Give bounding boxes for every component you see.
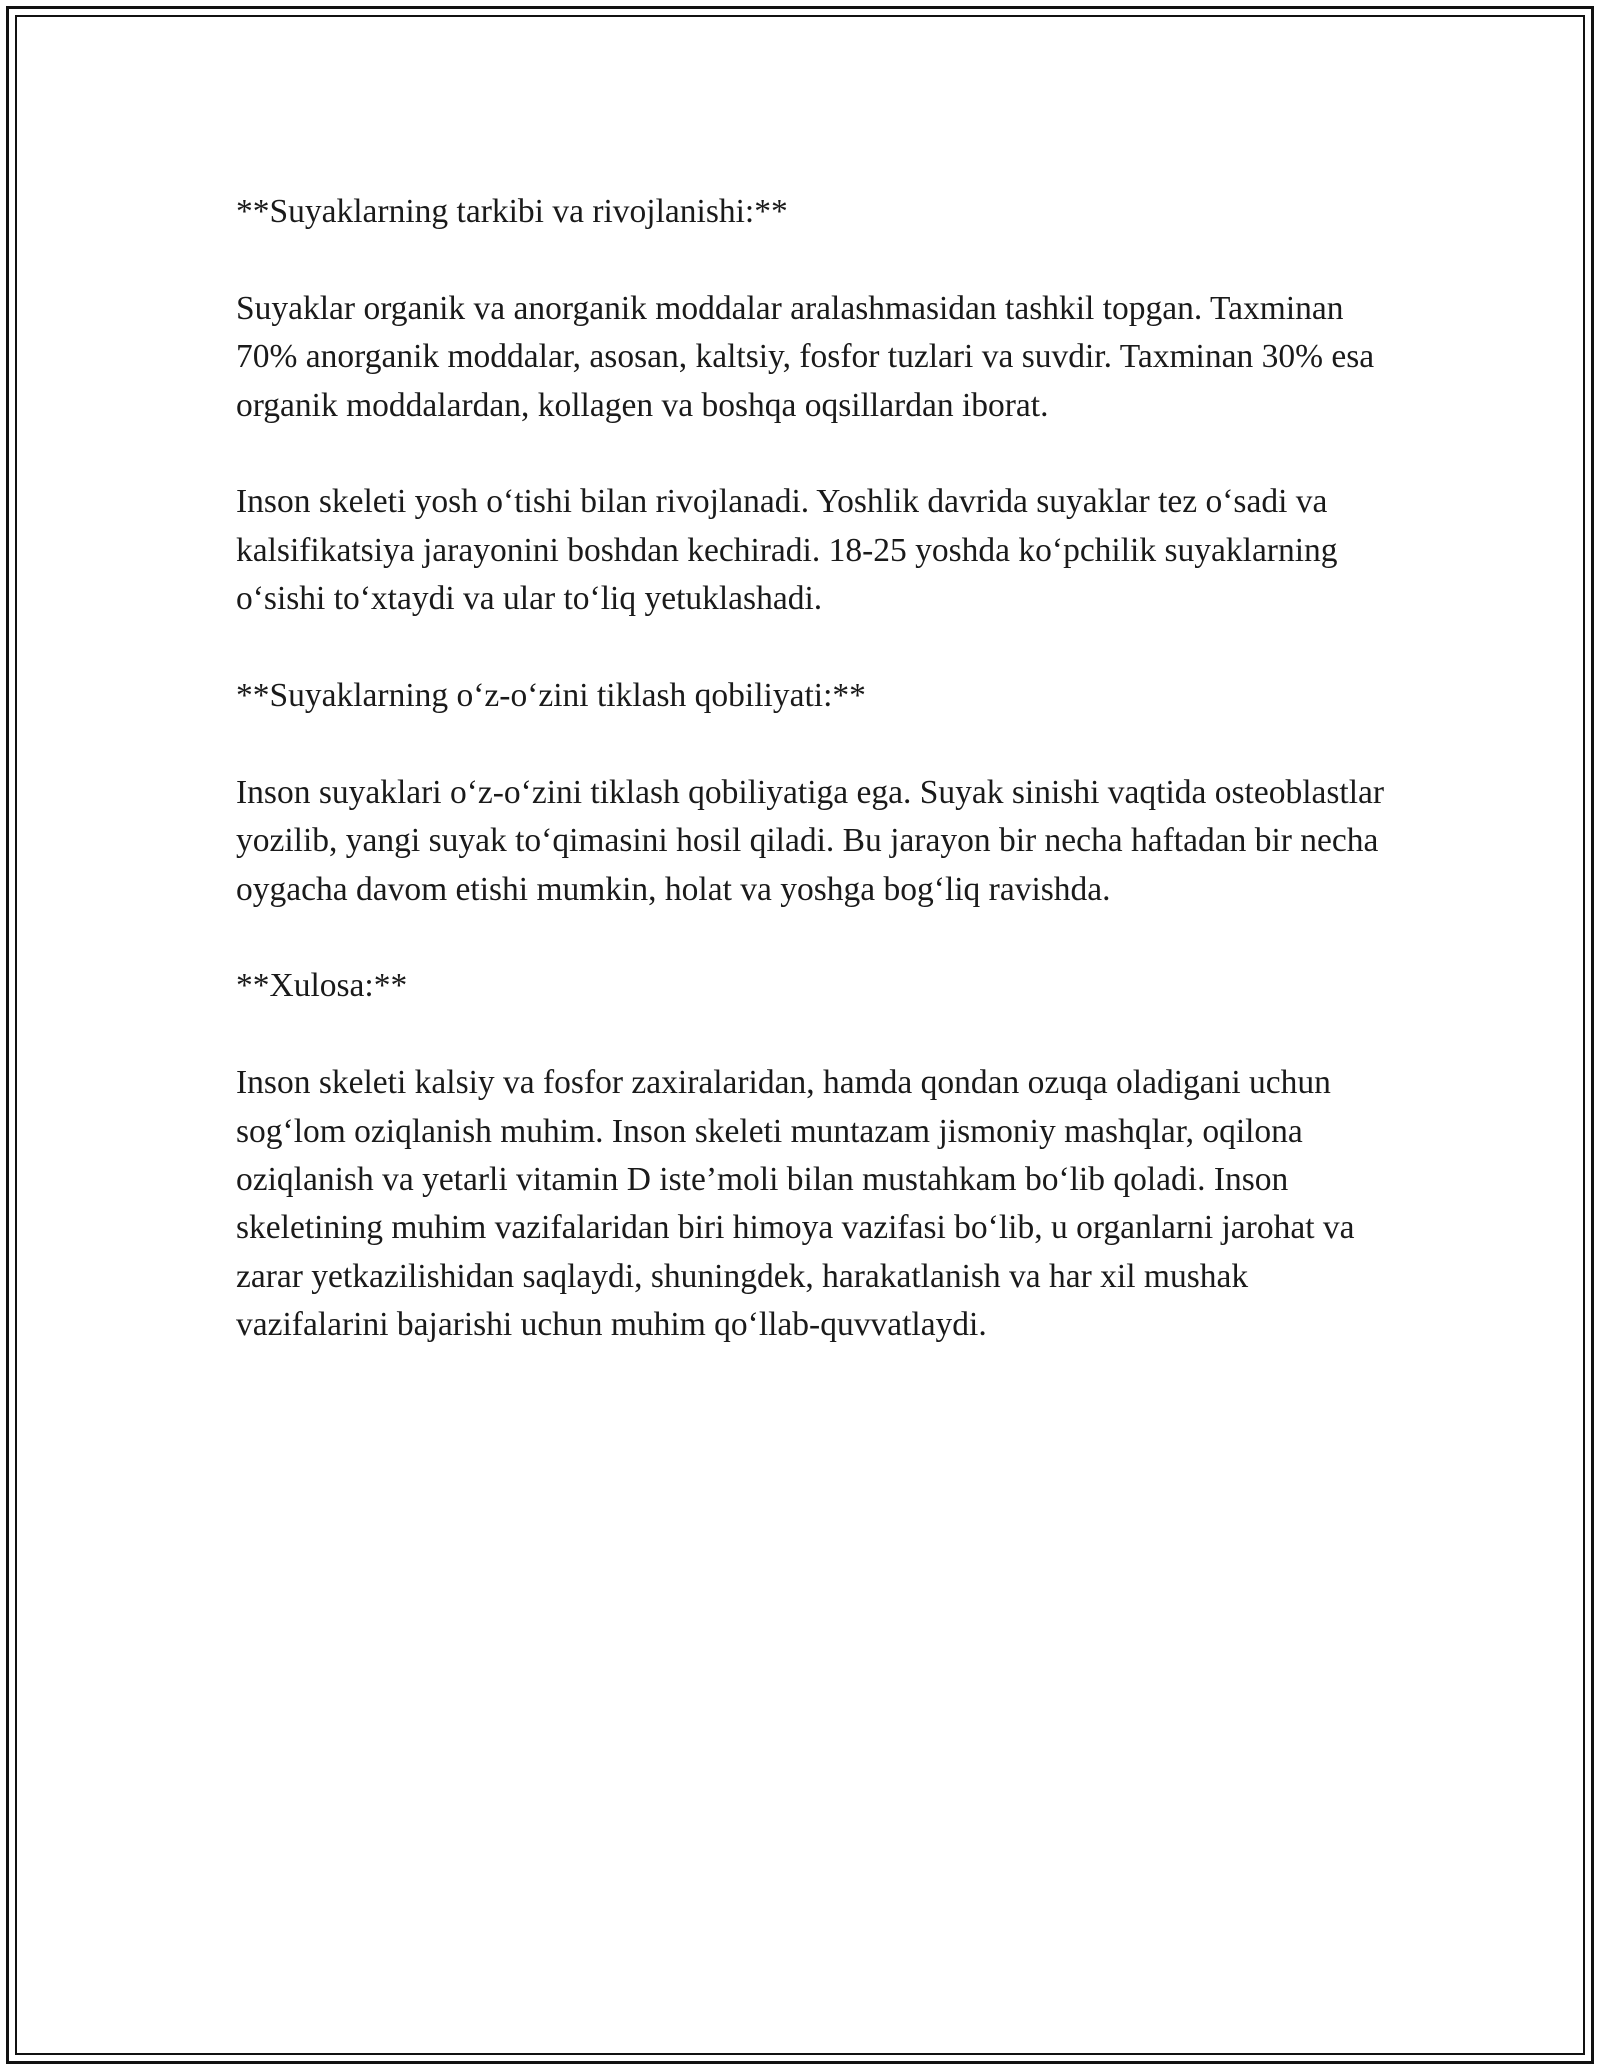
section-heading-composition: **Suyaklarning tarkibi va rivojlanishi:** [236, 193, 788, 230]
paragraph-development: Inson skeleti yosh oʻtishi bilan rivojlanadi. Yoshlik davrida suyaklar tez oʻsadi va kalsifikatsiya jarayonini boshdan kechiradi. 18-25 yoshda koʻpchilik suyaklarning oʻsishi toʻxtaydi va ular toʻliq yetuklashadi. [236, 483, 1338, 618]
section-heading-conclusion: **Xulosa:** [236, 967, 408, 1005]
paragraph-composition: Suyaklar organik va anorganik moddalar aralashmasidan tashkil topgan. Taxminan 70% anorganik moddalar, asosan, kaltsiy, fosfor tuzlari va suvdir. Taxminan 30% esa organik moddalardan, kollagen va boshqa oqsillardan iborat. [236, 289, 1375, 424]
paragraph-self-repair: Inson suyaklari oʻz-oʻzini tiklash qobiliyatiga ega. Suyak sinishi vaqtida osteoblastlar yozilib, yangi suyak toʻqimasini hosil qiladi. Bu jarayon bir necha haftadan bir necha oygacha davom etishi mumkin, holat va yoshga bogʻliq ravishda. [236, 773, 1385, 908]
paragraph-conclusion: Inson skeleti kalsiy va fosfor zaxiralaridan, hamda qondan ozuqa oladigani uchun sogʻlom oziqlanish muhim. Inson skeleti muntazam jismoniy mashqlar, oqilona oziqlanish va yetarli vitamin D iste’moli bilan mustahkam boʻlib qoladi. Inson skeletining muhim vazifalaridan biri himoya vazifasi boʻlib, u organlarni jarohat va zarar yetkazilishidan saqlaydi, shuningdek, harakatlanish va har xil mushak vazifalarini bajarishi uchun muhim qoʻllab-quvvatlaydi. [236, 1064, 1355, 1344]
section-heading-self-repair: **Suyaklarning oʻz-oʻzini tiklash qobiliyati:** [236, 677, 866, 715]
document-body [236, 188, 1386, 1398]
